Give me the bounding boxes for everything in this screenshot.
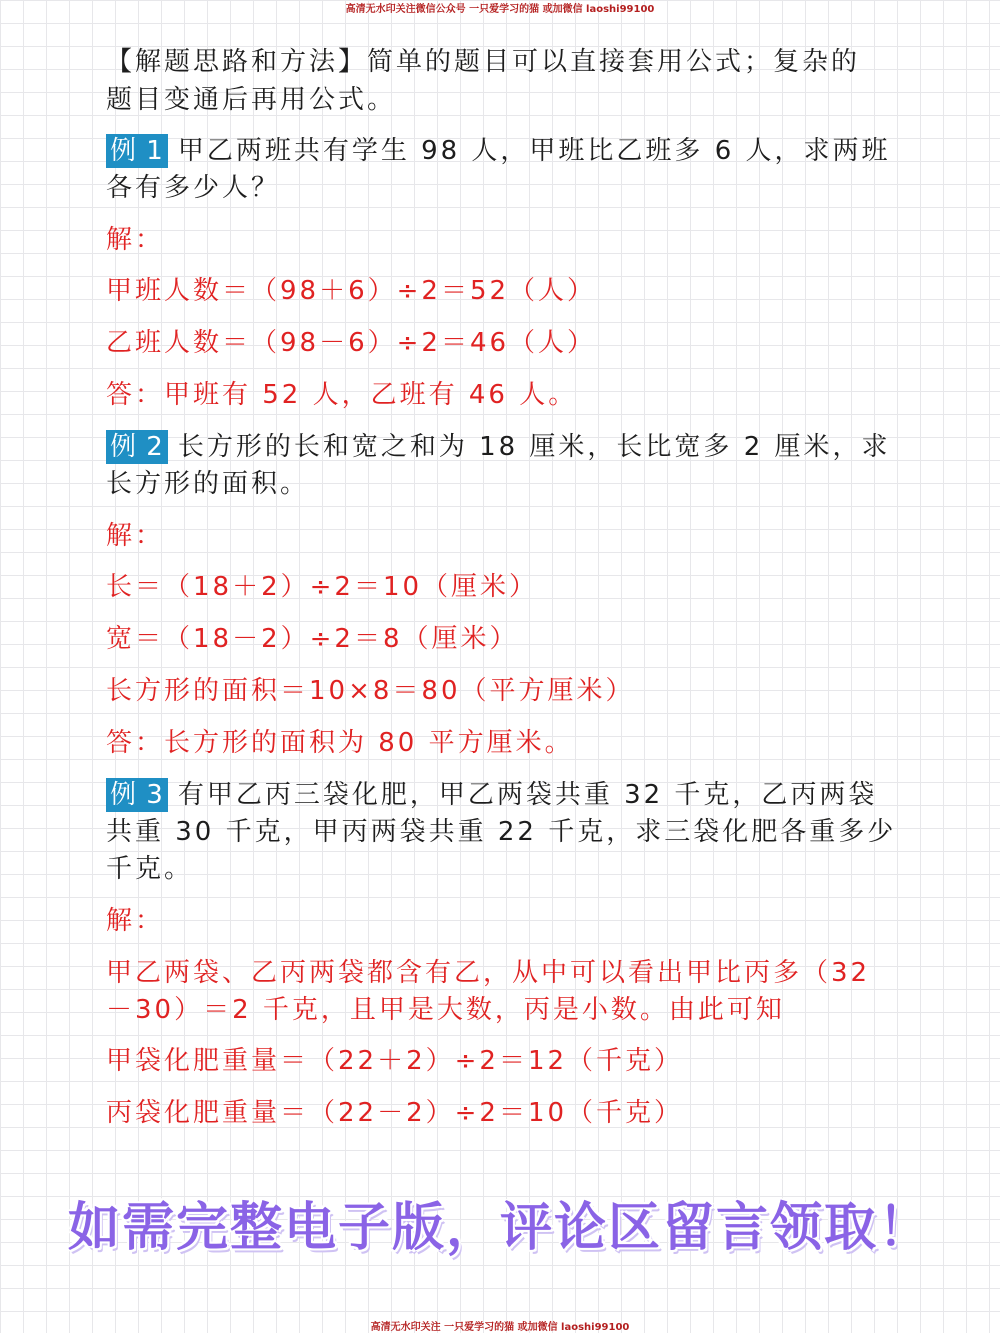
example-1-answer: 答：甲班有 52 人，乙班有 46 人。 [106,380,578,410]
example-1-step-1: 甲班人数＝（98＋6）÷2＝52（人） [106,276,597,306]
example-3-question-line-3: 千克。 [106,854,194,884]
example-2-answer: 答：长方形的面积为 80 平方厘米。 [106,728,574,758]
example-2-question-line-2: 长方形的面积。 [106,469,310,499]
example-2-question-text: 长方形的长和宽之和为 18 厘米，长比宽多 2 厘米，求 [177,432,891,462]
example-3-step-2: －30）＝2 千克，且甲是大数，丙是小数。由此可知 [106,995,785,1025]
example-2-step-2: 宽＝（18－2）÷2＝8（厘米） [106,624,519,654]
example-1-question-line-2: 各有多少人？ [106,173,281,203]
example-3-question-text: 有甲乙丙三袋化肥，甲乙两袋共重 32 千克，乙丙两袋 [177,780,878,810]
example-3-step-3: 甲袋化肥重量＝（22＋2）÷2＝12（千克） [106,1046,684,1076]
example-3-solution-label: 解： [106,906,165,936]
example-2-step-1: 长＝（18＋2）÷2＝10（厘米） [106,572,539,602]
watermark-bottom: 高清无水印关注 一只爱学习的猫 或加微信 laoshi99100 [370,1322,630,1333]
example-1-question-line-1 [106,133,906,169]
example-3-step-1: 甲乙两袋、乙丙两袋都含有乙，从中可以看出甲比丙多（32 [106,958,871,988]
example-3-question-line-2: 共重 30 千克，甲丙两袋共重 22 千克，求三袋化肥各重多少 [106,817,897,847]
example-1-solution-label: 解： [106,225,165,255]
example-2-question-line-1 [106,429,906,465]
example-1-tag: 例 1 [106,134,168,168]
example-2-step-3: 长方形的面积＝10×8＝80（平方厘米） [106,676,635,706]
example-2-solution-label: 解： [106,521,165,551]
watermark-top: 高清无水印关注微信公众号 一只爱学习的猫 或加微信 laoshi99100 [345,4,655,15]
example-3-question-line-1 [106,777,906,813]
example-3-tag: 例 3 [106,778,168,812]
intro-line-1: 【解题思路和方法】简单的题目可以直接套用公式；复杂的 [106,47,861,77]
example-3-step-4: 丙袋化肥重量＝（22－2）÷2＝10（千克） [106,1098,684,1128]
example-2-tag: 例 2 [106,430,168,464]
example-1-step-2: 乙班人数＝（98－6）÷2＝46（人） [106,328,597,358]
intro-line-2: 题目变通后再用公式。 [106,85,397,115]
promo-banner: 如需完整电子版，评论区留言领取！ [67,1198,932,1258]
example-1-question-text: 甲乙两班共有学生 98 人，甲班比乙班多 6 人，求两班 [177,136,891,166]
